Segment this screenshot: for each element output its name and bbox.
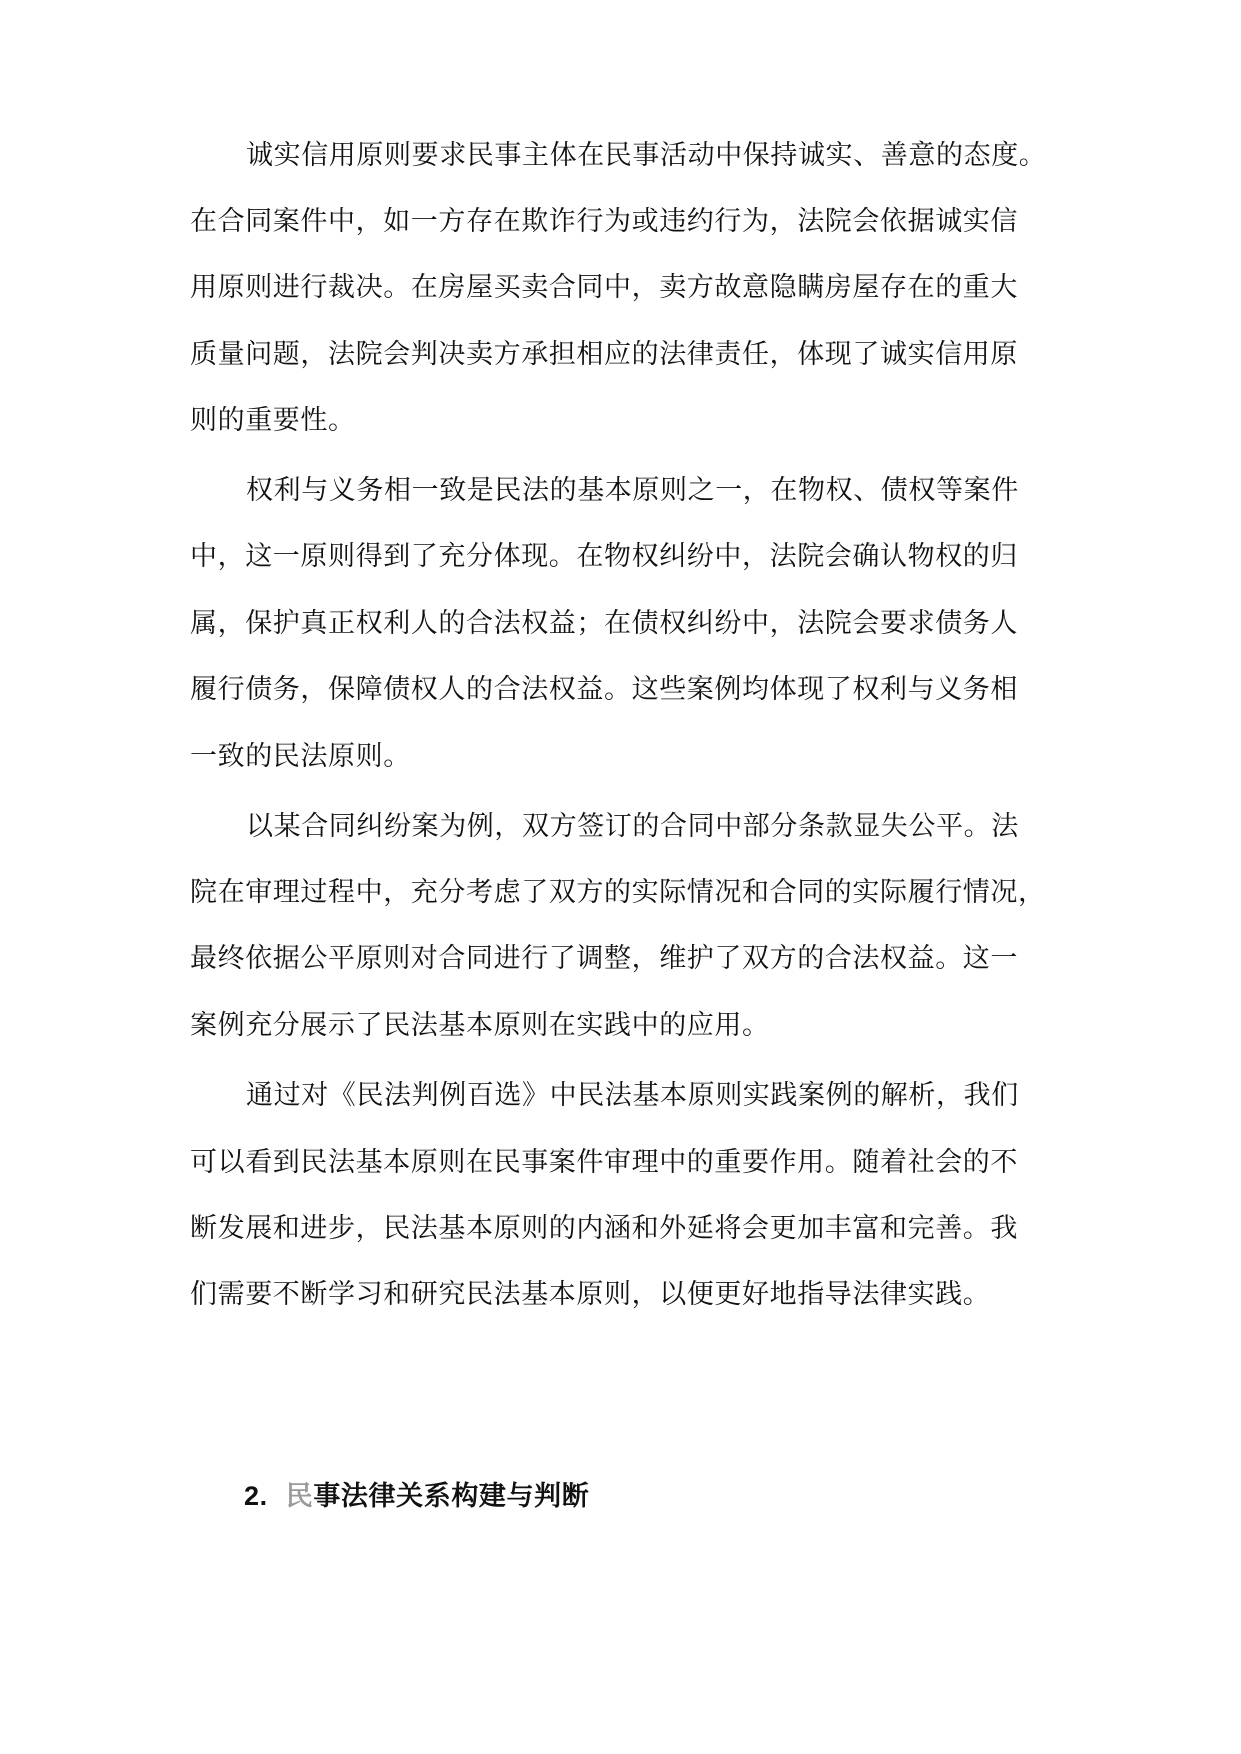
text-line: 可以看到民法基本原则在民事案件审理中的重要作用。随着社会的不	[190, 1147, 1018, 1178]
text-line: 断发展和进步，民法基本原则的内涵和外延将会更加丰富和完善。我	[190, 1213, 1018, 1244]
text-line: 院在审理过程中，充分考虑了双方的实际情况和合同的实际履行情况，	[190, 877, 1046, 908]
text-line: 权利与义务相一致是民法的基本原则之一，在物权、债权等案件	[246, 475, 1019, 506]
section-number: 2.	[244, 1481, 268, 1511]
section-title: 事法律关系构建与判断	[313, 1481, 590, 1512]
text-line: 用原则进行裁决。在房屋买卖合同中，卖方故意隐瞒房屋存在的重大	[190, 272, 1018, 303]
text-line: 在合同案件中，如一方存在欺诈行为或违约行为，法院会依据诚实信	[190, 206, 1018, 237]
text-line: 则的重要性。	[190, 405, 356, 436]
text-line: 们需要不断学习和研究民法基本原则，以便更好地指导法律实践。	[190, 1279, 991, 1310]
text-line: 质量问题，法院会判决卖方承担相应的法律责任，体现了诚实信用原	[190, 339, 1018, 370]
text-line: 属，保护真正权利人的合法权益；在债权纠纷中，法院会要求债务人	[190, 608, 1018, 639]
text-line: 以某合同纠纷案为例，双方签订的合同中部分条款显失公平。法	[246, 811, 1019, 842]
text-line: 诚实信用原则要求民事主体在民事活动中保持诚实、善意的态度。	[246, 140, 1047, 171]
section-title-first-char: 民	[285, 1481, 314, 1512]
text-line: 通过对《民法判例百选》中民法基本原则实践案例的解析，我们	[246, 1080, 1019, 1111]
text-line: 一致的民法原则。	[190, 741, 411, 772]
section-heading	[244, 1478, 589, 1515]
text-line: 中，这一原则得到了充分体现。在物权纠纷中，法院会确认物权的归	[190, 541, 1018, 572]
text-line: 案例充分展示了民法基本原则在实践中的应用。	[190, 1010, 770, 1041]
text-line: 履行债务，保障债权人的合法权益。这些案例均体现了权利与义务相	[190, 674, 1018, 705]
text-line: 最终依据公平原则对合同进行了调整，维护了双方的合法权益。这一	[190, 943, 1018, 974]
